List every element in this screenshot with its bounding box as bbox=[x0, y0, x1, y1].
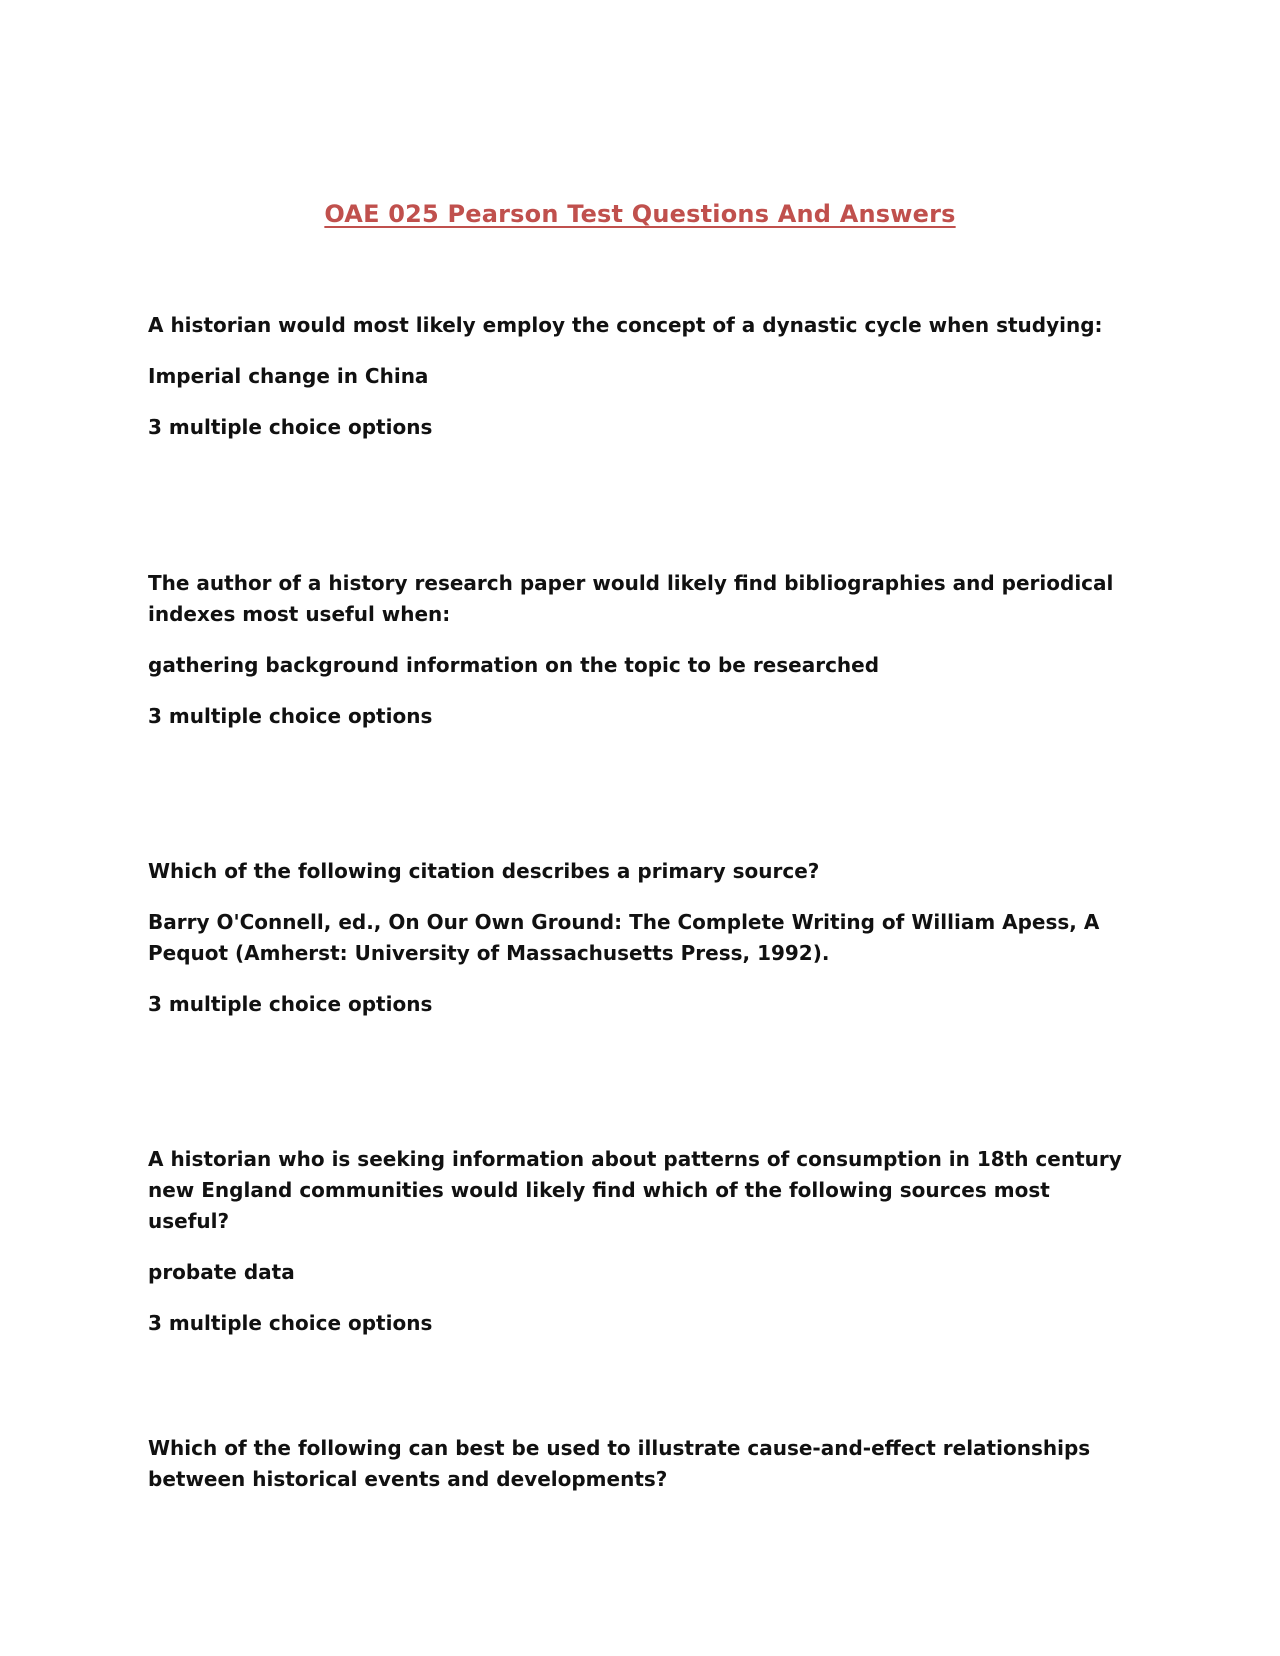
qa-block bbox=[148, 310, 1128, 443]
answer-text: Imperial change in China bbox=[148, 364, 429, 388]
options-note: 3 multiple choice options bbox=[148, 415, 433, 439]
question-text: A historian would most likely employ the concept of a dynastic cycle when studying: bbox=[148, 313, 1103, 337]
options-note: 3 multiple choice options bbox=[148, 1311, 433, 1335]
options-note: 3 multiple choice options bbox=[148, 992, 433, 1016]
qa-block bbox=[148, 568, 1128, 732]
options-note: 3 multiple choice options bbox=[148, 704, 433, 728]
answer-text: probate data bbox=[148, 1260, 295, 1284]
question-text: Which of the following citation describes a primary source? bbox=[148, 859, 820, 883]
qa-block bbox=[148, 1144, 1128, 1339]
question-text: Which of the following can best be used to illustrate cause-and-effect relationships between historical events and developments? bbox=[148, 1436, 1091, 1491]
qa-block bbox=[148, 856, 1128, 1020]
answer-text: gathering background information on the topic to be researched bbox=[148, 653, 880, 677]
document-title: OAE 025 Pearson Test Questions And Answers bbox=[324, 200, 956, 228]
qa-block bbox=[148, 1433, 1128, 1495]
question-text: The author of a history research paper would likely find bibliographies and periodical indexes most useful when: bbox=[148, 571, 1114, 626]
answer-text: Barry O'Connell, ed., On Our Own Ground: The Complete Writing of William Apess, A Pequot (Amherst: University of Massachusetts Press, 1992). bbox=[148, 910, 1100, 965]
question-text: A historian who is seeking information about patterns of consumption in 18th century new England communities would likely find which of the following sources most useful? bbox=[148, 1147, 1122, 1233]
